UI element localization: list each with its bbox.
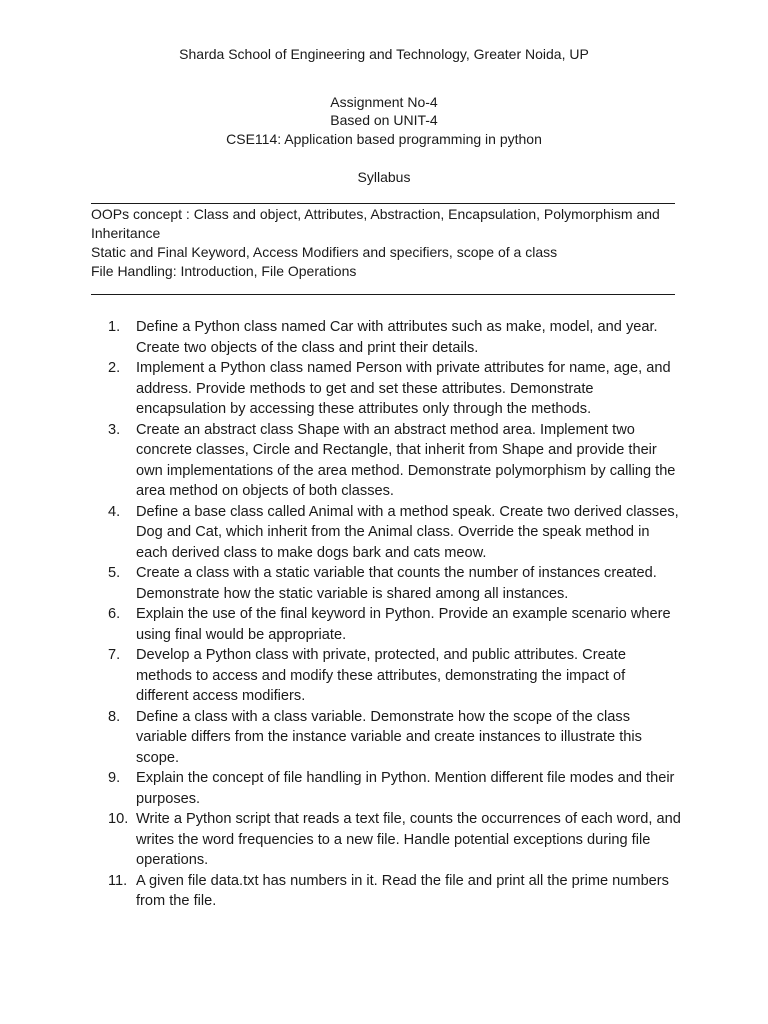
question-number: 8. [108,708,121,725]
question-text: Define a base class called Animal with a method speak. Create two derived classes, Dog and Cat, which inherit from the Animal class. Override the speak method in each derived class to make dogs bark and cats meow. [136,503,679,561]
question-text: Implement a Python class named Person with private attributes for name, age, and address. Provide methods to get and set these attributes. Demonstrate encapsulation by accessing these attributes only through the methods. [136,360,671,417]
question-item [0,317,681,358]
question-item [0,358,681,420]
question-number: 4. [108,503,121,520]
question-text: Write a Python script that reads a text file, counts the occurrences of each word, and writes the word frequencies to a new file. Handle potential exceptions during file operations. [136,811,681,868]
syllabus-line-file: File Handling: Introduction, File Operations [91,263,357,279]
question-item [0,502,681,564]
question-item [0,768,681,809]
question-item [0,420,681,502]
question-text: Explain the use of the final keyword in Python. Provide an example scenario where using final would be appropriate. [136,606,671,643]
course-title: CSE114: Application based programming in python [226,131,542,147]
question-text: Create an abstract class Shape with an abstract method area. Implement two concrete classes, Circle and Rectangle, that inherit from Shape and provide their own implementations of the area method. Demonstrate polymorphism by calling the area method on objects of both classes. [136,421,676,499]
question-text: A given file data.txt has numbers in it. Read the file and print all the prime numbers from the file. [136,872,669,909]
question-item [0,604,681,645]
question-item [0,707,681,769]
question-item [0,645,681,707]
question-number: 7. [108,647,121,663]
question-item [0,563,681,604]
question-number: 9. [108,770,121,786]
question-number: 2. [108,360,121,376]
question-number: 5. [108,565,121,581]
question-text: Create a class with a static variable that counts the number of instances created. Demonstrate how the static variable is shared among all instances. [136,565,657,602]
question-number: 11. [108,872,128,889]
top-divider [91,203,675,204]
question-number: 6. [108,606,121,622]
syllabus-line-oops: OOPs concept : Class and object, Attributes, Abstraction, Encapsulation, Polymorphism and Inheritance [91,206,660,241]
question-list [0,317,768,912]
question-text: Explain the concept of file handling in Python. Mention different file modes and their purposes. [136,770,675,807]
question-item [0,871,681,912]
question-text: Develop a Python class with private, protected, and public attributes. Create methods to access and modify these attributes, demonstrating the impact of different access modifiers. [136,647,626,704]
question-item [0,809,681,871]
syllabus-line-static: Static and Final Keyword, Access Modifiers and specifiers, scope of a class [91,244,558,260]
based-on-unit: Based on UNIT-4 [330,112,438,128]
institution-title: Sharda School of Engineering and Technology, Greater Noida, UP [179,46,589,62]
assignment-number: Assignment No-4 [330,94,438,110]
question-number: 1. [108,319,121,335]
question-text: Define a Python class named Car with attributes such as make, model, and year. Create two objects of the class and print their details. [136,319,658,356]
question-text: Define a class with a class variable. Demonstrate how the scope of the class variable differs from the instance variable and create instances to illustrate this scope. [136,708,642,766]
question-number: 3. [108,421,121,438]
syllabus-heading: Syllabus [357,169,411,185]
question-number: 10. [108,811,129,827]
bottom-divider [91,294,675,295]
